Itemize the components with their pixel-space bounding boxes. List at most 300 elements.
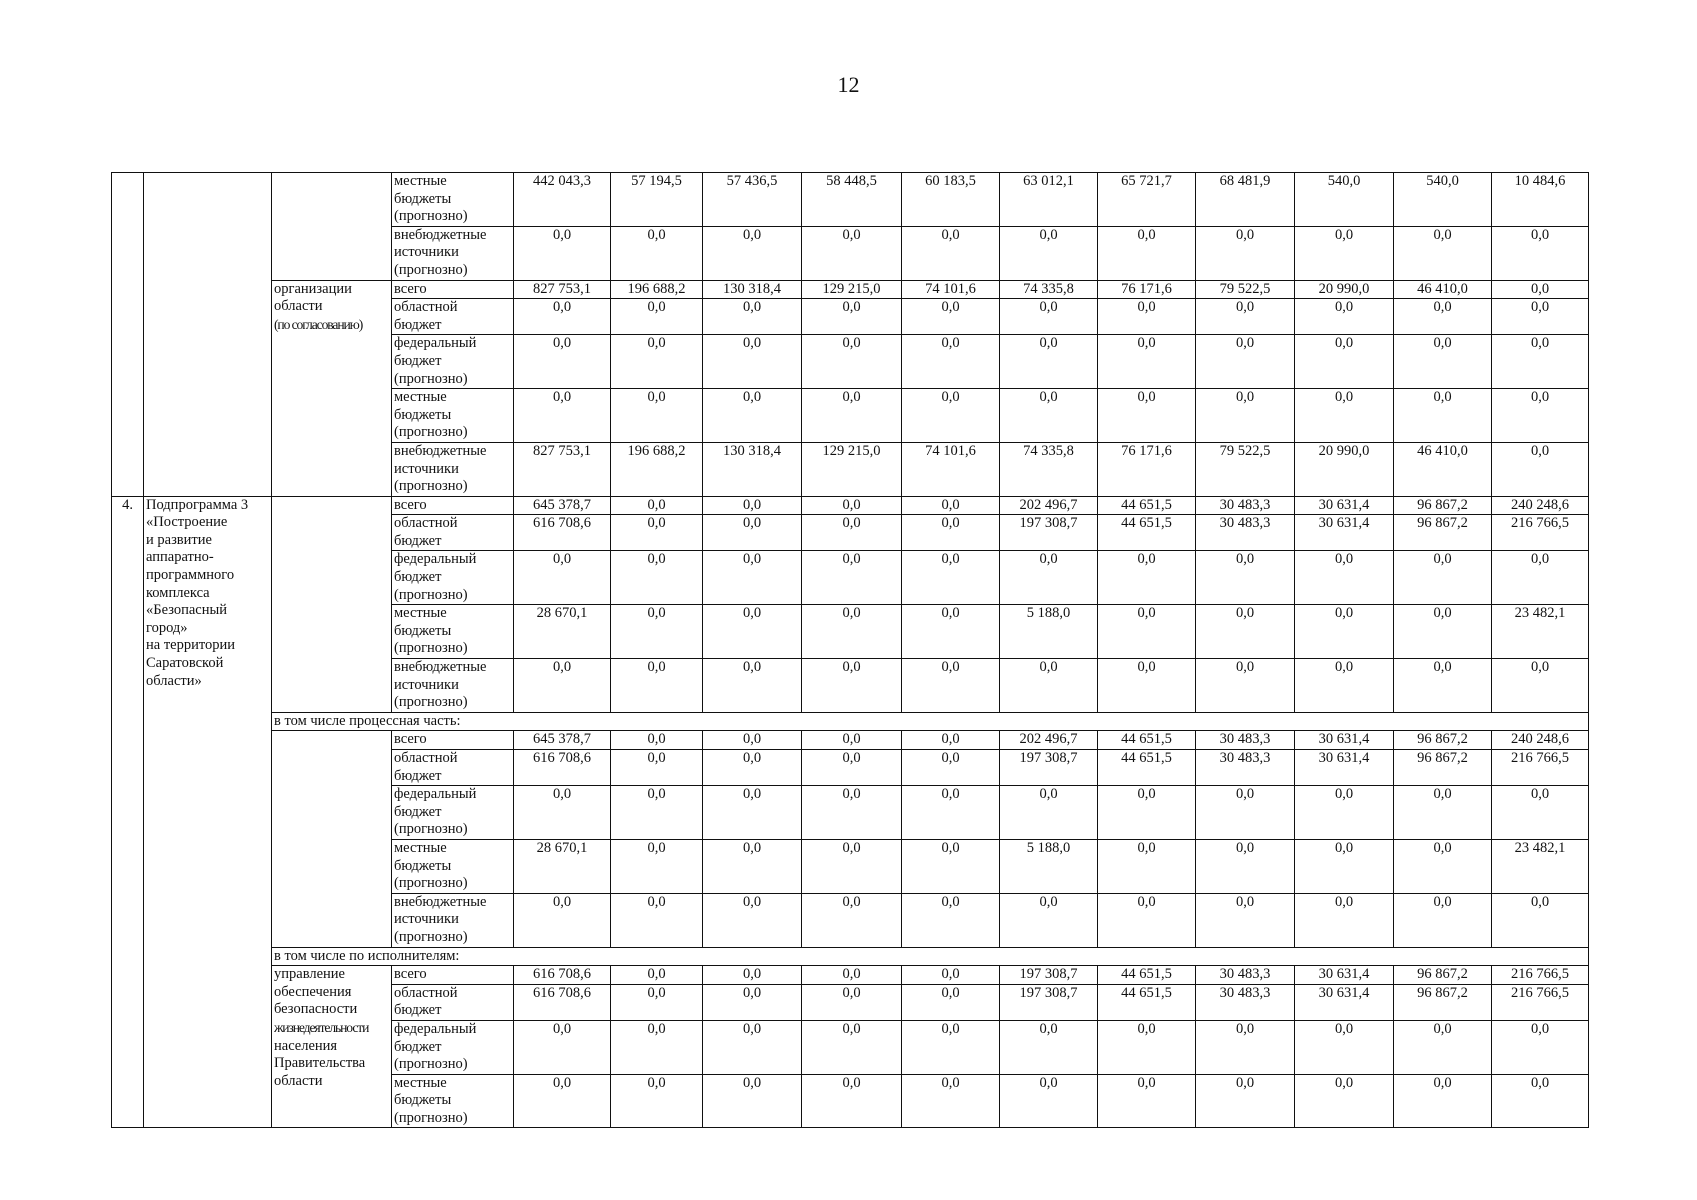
amount-cell: 0,0 bbox=[902, 966, 1000, 985]
funding-source-line: (прогнозно) bbox=[394, 261, 468, 278]
funding-source-cell bbox=[392, 442, 514, 496]
amount-cell: 0,0 bbox=[802, 1074, 902, 1128]
amount-cell: 96 867,2 bbox=[1394, 496, 1492, 515]
amount-cell: 44 651,5 bbox=[1098, 496, 1196, 515]
amount-cell: 96 867,2 bbox=[1394, 731, 1492, 750]
funding-source-cell bbox=[392, 496, 514, 515]
funding-source-cell bbox=[392, 335, 514, 389]
program-name-line: комплекса bbox=[146, 584, 210, 601]
amount-cell: 0,0 bbox=[802, 335, 902, 389]
amount-cell: 0,0 bbox=[1295, 1074, 1394, 1128]
amount-cell: 0,0 bbox=[703, 389, 802, 443]
amount-cell: 0,0 bbox=[802, 1020, 902, 1074]
amount-cell: 0,0 bbox=[1394, 226, 1492, 280]
amount-cell: 57 194,5 bbox=[611, 173, 703, 227]
table-row bbox=[112, 280, 1589, 299]
funding-source-line: бюджеты bbox=[394, 1092, 452, 1109]
row-index-cell: 4. bbox=[112, 496, 144, 1128]
funding-source-line: источники bbox=[394, 244, 459, 261]
amount-cell: 74 101,6 bbox=[902, 280, 1000, 299]
funding-source-line: источники bbox=[394, 911, 459, 928]
subheader-row bbox=[112, 712, 1589, 731]
amount-cell: 197 308,7 bbox=[1000, 984, 1098, 1020]
amount-cell: 0,0 bbox=[1295, 299, 1394, 335]
amount-cell: 44 651,5 bbox=[1098, 984, 1196, 1020]
amount-cell: 0,0 bbox=[1000, 299, 1098, 335]
amount-cell: 0,0 bbox=[611, 389, 703, 443]
amount-cell: 0,0 bbox=[703, 786, 802, 840]
amount-cell: 0,0 bbox=[1098, 335, 1196, 389]
amount-cell: 0,0 bbox=[1394, 786, 1492, 840]
program-name-line: «Безопасный bbox=[146, 602, 227, 619]
funding-source-line: бюджет bbox=[394, 352, 442, 369]
funding-source-line: бюджеты bbox=[394, 190, 452, 207]
amount-cell: 0,0 bbox=[1394, 893, 1492, 947]
executor-line: безопасности bbox=[274, 1001, 358, 1018]
amount-cell: 0,0 bbox=[703, 335, 802, 389]
amount-cell: 0,0 bbox=[802, 551, 902, 605]
amount-cell: 0,0 bbox=[1196, 226, 1295, 280]
amount-cell: 0,0 bbox=[703, 515, 802, 551]
funding-source-line: источники bbox=[394, 460, 459, 477]
amount-cell: 0,0 bbox=[902, 605, 1000, 659]
executor-line: области bbox=[274, 1072, 323, 1089]
funding-source-line: внебюджетные bbox=[394, 442, 487, 459]
executor-line: обеспечения bbox=[274, 983, 352, 1000]
amount-cell: 30 483,3 bbox=[1196, 515, 1295, 551]
funding-source-cell bbox=[392, 551, 514, 605]
funding-source-line: областной bbox=[394, 750, 458, 766]
amount-cell: 0,0 bbox=[611, 551, 703, 605]
amount-cell: 0,0 bbox=[1098, 605, 1196, 659]
amount-cell: 0,0 bbox=[1098, 1074, 1196, 1128]
table-row bbox=[112, 496, 1589, 515]
amount-cell: 60 183,5 bbox=[902, 173, 1000, 227]
table-row bbox=[112, 966, 1589, 985]
amount-cell: 0,0 bbox=[802, 496, 902, 515]
amount-cell: 0,0 bbox=[1295, 893, 1394, 947]
amount-cell: 130 318,4 bbox=[703, 280, 802, 299]
amount-cell: 0,0 bbox=[703, 659, 802, 713]
funding-source-line: местные bbox=[394, 839, 447, 856]
amount-cell: 20 990,0 bbox=[1295, 280, 1394, 299]
executor-line: организации bbox=[274, 280, 352, 297]
amount-cell: 0,0 bbox=[703, 605, 802, 659]
funding-source-line: бюджет bbox=[394, 532, 442, 549]
funding-source-cell bbox=[392, 280, 514, 299]
funding-source-line: федеральный bbox=[394, 335, 477, 352]
amount-cell: 0,0 bbox=[1492, 893, 1589, 947]
executor-cell bbox=[272, 173, 392, 281]
funding-source-cell bbox=[392, 750, 514, 786]
amount-cell: 130 318,4 bbox=[703, 442, 802, 496]
amount-cell: 0,0 bbox=[1000, 893, 1098, 947]
amount-cell: 65 721,7 bbox=[1098, 173, 1196, 227]
amount-cell: 0,0 bbox=[1394, 551, 1492, 605]
funding-source-line: (прогнозно) bbox=[394, 694, 468, 711]
amount-cell: 240 248,6 bbox=[1492, 496, 1589, 515]
amount-cell: 0,0 bbox=[802, 515, 902, 551]
amount-cell: 0,0 bbox=[514, 389, 611, 443]
funding-source-cell bbox=[392, 605, 514, 659]
amount-cell: 96 867,2 bbox=[1394, 750, 1492, 786]
amount-cell: 0,0 bbox=[802, 786, 902, 840]
amount-cell: 0,0 bbox=[703, 1020, 802, 1074]
funding-source-cell bbox=[392, 839, 514, 893]
amount-cell: 30 631,4 bbox=[1295, 496, 1394, 515]
amount-cell: 0,0 bbox=[1000, 1074, 1098, 1128]
amount-cell: 0,0 bbox=[902, 893, 1000, 947]
amount-cell: 0,0 bbox=[1000, 226, 1098, 280]
amount-cell: 0,0 bbox=[1098, 839, 1196, 893]
amount-cell: 0,0 bbox=[1492, 551, 1589, 605]
funding-source-line: бюджет bbox=[394, 316, 442, 333]
amount-cell: 0,0 bbox=[902, 786, 1000, 840]
amount-cell: 0,0 bbox=[1492, 442, 1589, 496]
amount-cell: 0,0 bbox=[802, 389, 902, 443]
amount-cell: 0,0 bbox=[1394, 1020, 1492, 1074]
amount-cell: 96 867,2 bbox=[1394, 515, 1492, 551]
funding-source-line: источники bbox=[394, 676, 459, 693]
amount-cell: 827 753,1 bbox=[514, 442, 611, 496]
amount-cell: 216 766,5 bbox=[1492, 966, 1589, 985]
amount-cell: 0,0 bbox=[802, 226, 902, 280]
amount-cell: 0,0 bbox=[1295, 786, 1394, 840]
amount-cell: 0,0 bbox=[514, 893, 611, 947]
amount-cell: 0,0 bbox=[802, 966, 902, 985]
amount-cell: 0,0 bbox=[1492, 1020, 1589, 1074]
table-row bbox=[112, 731, 1589, 750]
program-name-line: Подпрограмма 3 bbox=[146, 496, 249, 513]
amount-cell: 5 188,0 bbox=[1000, 605, 1098, 659]
amount-cell: 0,0 bbox=[1196, 839, 1295, 893]
executor-cell bbox=[272, 731, 392, 947]
amount-cell: 129 215,0 bbox=[802, 442, 902, 496]
amount-cell: 0,0 bbox=[611, 984, 703, 1020]
amount-cell: 0,0 bbox=[902, 551, 1000, 605]
amount-cell: 0,0 bbox=[1492, 659, 1589, 713]
subheader-row bbox=[112, 947, 1589, 966]
amount-cell: 645 378,7 bbox=[514, 496, 611, 515]
amount-cell: 0,0 bbox=[902, 1020, 1000, 1074]
funding-source-line: (прогнозно) bbox=[394, 208, 468, 225]
amount-cell: 0,0 bbox=[514, 551, 611, 605]
amount-cell: 0,0 bbox=[1196, 605, 1295, 659]
amount-cell: 645 378,7 bbox=[514, 731, 611, 750]
amount-cell: 197 308,7 bbox=[1000, 966, 1098, 985]
amount-cell: 0,0 bbox=[514, 1074, 611, 1128]
funding-source-cell bbox=[392, 389, 514, 443]
amount-cell: 76 171,6 bbox=[1098, 280, 1196, 299]
funding-source-line: (прогнозно) bbox=[394, 586, 468, 603]
amount-cell: 0,0 bbox=[1196, 1074, 1295, 1128]
amount-cell: 44 651,5 bbox=[1098, 731, 1196, 750]
amount-cell: 44 651,5 bbox=[1098, 750, 1196, 786]
amount-cell: 30 483,3 bbox=[1196, 966, 1295, 985]
amount-cell: 0,0 bbox=[703, 299, 802, 335]
amount-cell: 23 482,1 bbox=[1492, 605, 1589, 659]
amount-cell: 0,0 bbox=[1098, 893, 1196, 947]
amount-cell: 216 766,5 bbox=[1492, 984, 1589, 1020]
budget-table bbox=[111, 172, 1589, 1128]
amount-cell: 58 448,5 bbox=[802, 173, 902, 227]
program-name-cell bbox=[144, 496, 272, 1128]
funding-source-line: (прогнозно) bbox=[394, 1109, 468, 1126]
amount-cell: 0,0 bbox=[902, 389, 1000, 443]
funding-source-line: областной bbox=[394, 299, 458, 316]
funding-source-cell bbox=[392, 515, 514, 551]
amount-cell: 0,0 bbox=[1098, 1020, 1196, 1074]
amount-cell: 0,0 bbox=[703, 984, 802, 1020]
funding-source-line: бюджет bbox=[394, 767, 442, 784]
amount-cell: 57 436,5 bbox=[703, 173, 802, 227]
amount-cell: 0,0 bbox=[1098, 389, 1196, 443]
executor-line: управление bbox=[274, 966, 345, 983]
amount-cell: 0,0 bbox=[611, 659, 703, 713]
amount-cell: 0,0 bbox=[514, 786, 611, 840]
amount-cell: 30 631,4 bbox=[1295, 515, 1394, 551]
amount-cell: 0,0 bbox=[1098, 786, 1196, 840]
executor-note: (по согласованию) bbox=[274, 316, 363, 332]
amount-cell: 616 708,6 bbox=[514, 984, 611, 1020]
amount-cell: 0,0 bbox=[611, 1074, 703, 1128]
amount-cell: 0,0 bbox=[902, 731, 1000, 750]
amount-cell: 0,0 bbox=[902, 984, 1000, 1020]
amount-cell: 0,0 bbox=[1295, 389, 1394, 443]
amount-cell: 30 483,3 bbox=[1196, 984, 1295, 1020]
amount-cell: 30 631,4 bbox=[1295, 750, 1394, 786]
funding-source-line: местные bbox=[394, 605, 447, 622]
amount-cell: 0,0 bbox=[1394, 605, 1492, 659]
amount-cell: 46 410,0 bbox=[1394, 442, 1492, 496]
amount-cell: 0,0 bbox=[1492, 389, 1589, 443]
amount-cell: 0,0 bbox=[802, 984, 902, 1020]
funding-source-line: областной bbox=[394, 984, 458, 1001]
amount-cell: 0,0 bbox=[611, 731, 703, 750]
program-name-line: программного bbox=[146, 567, 235, 584]
amount-cell: 0,0 bbox=[1000, 389, 1098, 443]
funding-source-cell bbox=[392, 1020, 514, 1074]
executor-cell bbox=[272, 966, 392, 1128]
funding-source-line: местные bbox=[394, 389, 447, 406]
funding-source-cell bbox=[392, 966, 514, 985]
amount-cell: 216 766,5 bbox=[1492, 515, 1589, 551]
amount-cell: 0,0 bbox=[1492, 335, 1589, 389]
amount-cell: 0,0 bbox=[902, 496, 1000, 515]
amount-cell: 202 496,7 bbox=[1000, 731, 1098, 750]
program-name-cell bbox=[144, 173, 272, 497]
amount-cell: 0,0 bbox=[1394, 299, 1492, 335]
page-number: 12 bbox=[837, 72, 860, 97]
funding-source-cell bbox=[392, 893, 514, 947]
program-name-line: на территории bbox=[146, 637, 236, 654]
amount-cell: 0,0 bbox=[802, 731, 902, 750]
amount-cell: 0,0 bbox=[611, 966, 703, 985]
funding-source-cell bbox=[392, 299, 514, 335]
amount-cell: 0,0 bbox=[802, 605, 902, 659]
amount-cell: 0,0 bbox=[703, 731, 802, 750]
amount-cell: 0,0 bbox=[703, 839, 802, 893]
amount-cell: 216 766,5 bbox=[1492, 750, 1589, 786]
amount-cell: 0,0 bbox=[902, 1074, 1000, 1128]
program-name-line: области» bbox=[146, 672, 202, 689]
amount-cell: 0,0 bbox=[1098, 551, 1196, 605]
amount-cell: 129 215,0 bbox=[802, 280, 902, 299]
amount-cell: 0,0 bbox=[1196, 659, 1295, 713]
amount-cell: 0,0 bbox=[1295, 659, 1394, 713]
funding-source-line: федеральный bbox=[394, 551, 477, 568]
amount-cell: 0,0 bbox=[703, 496, 802, 515]
amount-cell: 0,0 bbox=[1196, 1020, 1295, 1074]
subheader-text: в том числе по исполнителям: bbox=[272, 947, 1589, 966]
amount-cell: 0,0 bbox=[611, 496, 703, 515]
amount-cell: 74 101,6 bbox=[902, 442, 1000, 496]
amount-cell: 540,0 bbox=[1394, 173, 1492, 227]
amount-cell: 616 708,6 bbox=[514, 966, 611, 985]
amount-cell: 0,0 bbox=[703, 966, 802, 985]
funding-source-line: (прогнозно) bbox=[394, 424, 468, 441]
amount-cell: 0,0 bbox=[1098, 659, 1196, 713]
amount-cell: 0,0 bbox=[514, 299, 611, 335]
table-row bbox=[112, 173, 1589, 227]
amount-cell: 0,0 bbox=[1000, 1020, 1098, 1074]
amount-cell: 197 308,7 bbox=[1000, 515, 1098, 551]
funding-source-cell bbox=[392, 731, 514, 750]
funding-source-line: местные bbox=[394, 1074, 447, 1091]
amount-cell: 0,0 bbox=[902, 750, 1000, 786]
amount-cell: 79 522,5 bbox=[1196, 442, 1295, 496]
amount-cell: 0,0 bbox=[1196, 299, 1295, 335]
funding-source-line: всего bbox=[394, 280, 427, 297]
amount-cell: 0,0 bbox=[1394, 1074, 1492, 1128]
amount-cell: 0,0 bbox=[514, 226, 611, 280]
amount-cell: 96 867,2 bbox=[1394, 984, 1492, 1020]
amount-cell: 0,0 bbox=[611, 839, 703, 893]
amount-cell: 0,0 bbox=[611, 226, 703, 280]
program-name-line: «Построение bbox=[146, 514, 228, 531]
amount-cell: 0,0 bbox=[611, 893, 703, 947]
amount-cell: 0,0 bbox=[802, 299, 902, 335]
funding-source-cell bbox=[392, 173, 514, 227]
amount-cell: 0,0 bbox=[703, 226, 802, 280]
amount-cell: 96 867,2 bbox=[1394, 966, 1492, 985]
amount-cell: 0,0 bbox=[1394, 335, 1492, 389]
executor-cell bbox=[272, 496, 392, 712]
funding-source-cell bbox=[392, 984, 514, 1020]
executor-line: населения bbox=[274, 1037, 338, 1054]
funding-source-line: федеральный bbox=[394, 786, 477, 803]
amount-cell: 0,0 bbox=[1295, 839, 1394, 893]
funding-source-line: федеральный bbox=[394, 1020, 477, 1037]
amount-cell: 0,0 bbox=[611, 786, 703, 840]
amount-cell: 197 308,7 bbox=[1000, 750, 1098, 786]
amount-cell: 540,0 bbox=[1295, 173, 1394, 227]
amount-cell: 0,0 bbox=[1295, 335, 1394, 389]
funding-source-cell bbox=[392, 659, 514, 713]
amount-cell: 10 484,6 bbox=[1492, 173, 1589, 227]
amount-cell: 0,0 bbox=[611, 299, 703, 335]
amount-cell: 44 651,5 bbox=[1098, 966, 1196, 985]
amount-cell: 30 631,4 bbox=[1295, 731, 1394, 750]
amount-cell: 0,0 bbox=[1196, 893, 1295, 947]
amount-cell: 0,0 bbox=[611, 515, 703, 551]
amount-cell: 30 631,4 bbox=[1295, 984, 1394, 1020]
amount-cell: 0,0 bbox=[611, 335, 703, 389]
amount-cell: 0,0 bbox=[902, 299, 1000, 335]
amount-cell: 0,0 bbox=[703, 893, 802, 947]
amount-cell: 616 708,6 bbox=[514, 750, 611, 786]
funding-source-line: всего bbox=[394, 496, 427, 513]
funding-source-line: бюджет bbox=[394, 1038, 442, 1055]
amount-cell: 0,0 bbox=[611, 1020, 703, 1074]
program-name-line: Саратовской bbox=[146, 655, 224, 672]
funding-source-line: всего bbox=[394, 966, 427, 983]
amount-cell: 0,0 bbox=[1000, 551, 1098, 605]
funding-source-line: местные bbox=[394, 173, 447, 189]
amount-cell: 442 043,3 bbox=[514, 173, 611, 227]
amount-cell: 827 753,1 bbox=[514, 280, 611, 299]
amount-cell: 240 248,6 bbox=[1492, 731, 1589, 750]
funding-source-line: (прогнозно) bbox=[394, 928, 468, 945]
amount-cell: 196 688,2 bbox=[611, 280, 703, 299]
amount-cell: 28 670,1 bbox=[514, 839, 611, 893]
funding-source-line: внебюджетные bbox=[394, 659, 487, 676]
funding-source-line: (прогнозно) bbox=[394, 875, 468, 892]
amount-cell: 28 670,1 bbox=[514, 605, 611, 659]
amount-cell: 0,0 bbox=[1492, 299, 1589, 335]
funding-source-line: бюджет bbox=[394, 1002, 442, 1019]
executor-line: Правительства bbox=[274, 1055, 366, 1072]
amount-cell: 74 335,8 bbox=[1000, 442, 1098, 496]
funding-source-line: бюджеты bbox=[394, 622, 452, 639]
amount-cell: 0,0 bbox=[1492, 226, 1589, 280]
amount-cell: 20 990,0 bbox=[1295, 442, 1394, 496]
funding-source-line: бюджет bbox=[394, 569, 442, 586]
amount-cell: 0,0 bbox=[514, 335, 611, 389]
amount-cell: 0,0 bbox=[1196, 389, 1295, 443]
funding-source-line: (прогнозно) bbox=[394, 370, 468, 387]
amount-cell: 0,0 bbox=[1098, 226, 1196, 280]
funding-source-line: (прогнозно) bbox=[394, 1056, 468, 1073]
amount-cell: 0,0 bbox=[902, 335, 1000, 389]
executor-line: области bbox=[274, 298, 323, 315]
amount-cell: 616 708,6 bbox=[514, 515, 611, 551]
amount-cell: 0,0 bbox=[611, 605, 703, 659]
amount-cell: 30 483,3 bbox=[1196, 731, 1295, 750]
amount-cell: 0,0 bbox=[1295, 226, 1394, 280]
program-name-line: город» bbox=[146, 619, 188, 636]
amount-cell: 44 651,5 bbox=[1098, 515, 1196, 551]
amount-cell: 0,0 bbox=[1295, 551, 1394, 605]
amount-cell: 63 012,1 bbox=[1000, 173, 1098, 227]
amount-cell: 30 483,3 bbox=[1196, 496, 1295, 515]
funding-source-line: бюджеты bbox=[394, 406, 452, 423]
amount-cell: 0,0 bbox=[1000, 659, 1098, 713]
amount-cell: 30 483,3 bbox=[1196, 750, 1295, 786]
amount-cell: 0,0 bbox=[1492, 786, 1589, 840]
row-index-cell bbox=[112, 173, 144, 497]
program-name-line: и развитие bbox=[146, 531, 212, 548]
funding-source-line: внебюджетные bbox=[394, 226, 487, 243]
amount-cell: 76 171,6 bbox=[1098, 442, 1196, 496]
amount-cell: 0,0 bbox=[703, 551, 802, 605]
amount-cell: 0,0 bbox=[514, 1020, 611, 1074]
amount-cell: 0,0 bbox=[1394, 839, 1492, 893]
amount-cell: 0,0 bbox=[1492, 280, 1589, 299]
amount-cell: 68 481,9 bbox=[1196, 173, 1295, 227]
amount-cell: 0,0 bbox=[802, 750, 902, 786]
amount-cell: 0,0 bbox=[802, 659, 902, 713]
